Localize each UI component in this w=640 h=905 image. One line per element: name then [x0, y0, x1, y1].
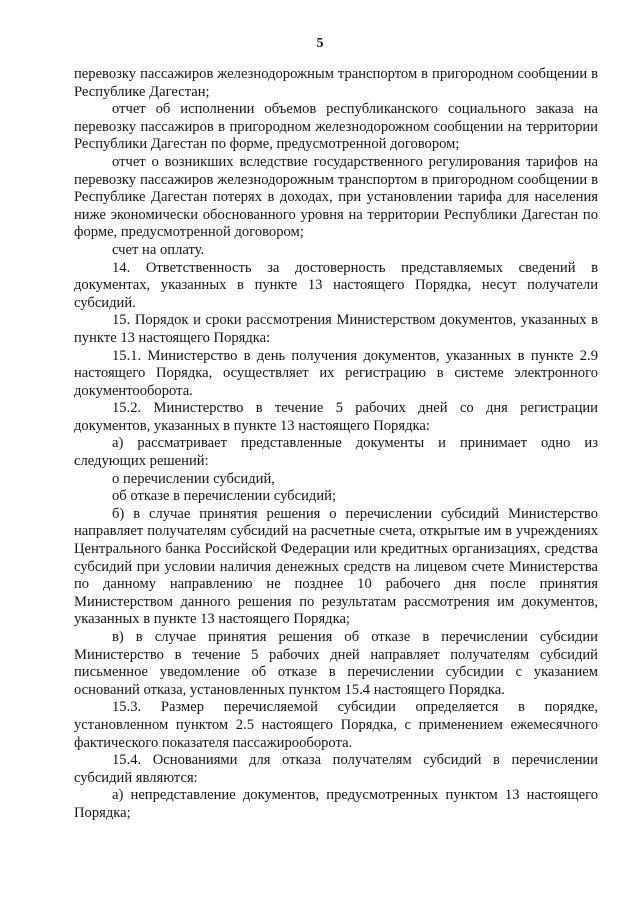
paragraph: 15.1. Министерство в день получения документов, указанных в пункте 2.9 настоящего Порядка, осуществляет их регистрацию в системе электронного документооборота.: [74, 347, 598, 399]
paragraph: 15. Порядок и сроки рассмотрения Министерством документов, указанных в пункте 13 настоящего Порядка:: [74, 312, 598, 346]
paragraph: 15.3. Размер перечисляемой субсидии определяется в порядке, установленном пунктом 2.5 настоящего Порядка, с применением ежемесячного фактического показателя пассажирооборота.: [74, 699, 598, 751]
paragraph: перевозку пассажиров железнодорожным транспортом в пригородном сообщении в Республике Дагестан;: [74, 66, 598, 100]
document-body: [74, 66, 598, 823]
paragraph: а) рассматривает представленные документы и принимает одно из следующих решений:: [74, 435, 598, 470]
paragraph: отчет о возникших вследствие государственного регулирования тарифов на перевозку пассажиров железнодорожным транспортом в пригородном сообщении в Республике Дагестан потерях в доходах, при установлении тарифа для населения ниже экономически обоснованного уровня на территории Республики Дагестан по форме, предусмотренной договором;: [74, 153, 598, 241]
page-number: 5: [316, 36, 324, 51]
paragraph: 15.2. Министерство в течение 5 рабочих дней со дня регистрации документов, указанных в пункте 13 настоящего Порядка:: [74, 400, 598, 434]
paragraph: а) непредставление документов, предусмотренных пунктом 13 настоящего Порядка;: [74, 787, 598, 821]
paragraph: счет на оплату.: [112, 241, 205, 258]
paragraph: б) в случае принятия решения о перечислении субсидий Министерство направляет получателям субсидий на расчетные счета, открытые им в учреждениях Центрального банка Российской Федерации или кредитных организациях, средства субсидий при условии наличия денежных средств на лицевом счете Министерства по данному направлению не позднее 10 рабочего дня после принятия Министерством данного решения по результатам рассмотрения им документов, указанных в пункте 13 настоящего Порядка;: [74, 505, 598, 628]
paragraph: 15.4. Основаниями для отказа получателям субсидий в перечислении субсидий являются:: [74, 752, 598, 786]
paragraph: 14. Ответственность за достоверность представляемых сведений в документах, указанных в пункте 13 настоящего Порядка, несут получатели субсидий.: [74, 259, 598, 311]
paragraph: об отказе в перечислении субсидий;: [112, 488, 336, 505]
paragraph: отчет об исполнении объемов республиканского социального заказа на перевозку пассажиров в пригородном железнодорожном сообщении на территории Республики Дагестан по форме, предусмотренной договором;: [74, 101, 598, 153]
paragraph: о перечислении субсидий,: [112, 470, 275, 487]
paragraph: в) в случае принятия решения об отказе в перечислении субсидии Министерство в течение 5 рабочих дней направляет получателям субсидий письменное уведомление об отказе в перечислении субсидии с указанием оснований отказа, установленных пунктом 15.4 настоящего Порядка.: [74, 629, 598, 698]
